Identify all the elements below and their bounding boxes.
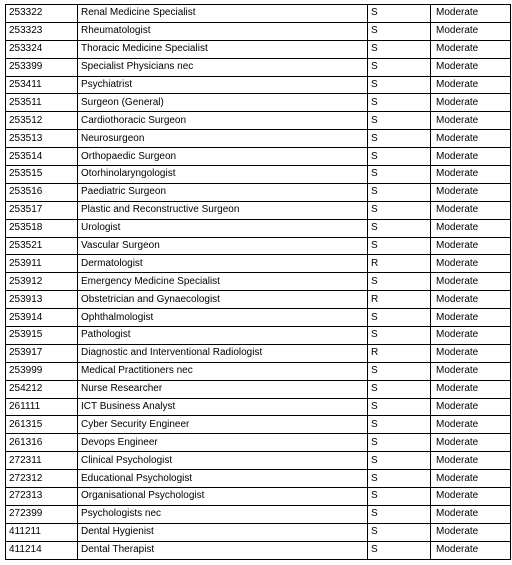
table-row xyxy=(6,488,511,506)
occupation-code-cell: 253323 xyxy=(6,22,78,40)
level-cell: Moderate xyxy=(431,237,511,255)
table-row xyxy=(6,470,511,488)
level-cell: Moderate xyxy=(431,434,511,452)
table-row xyxy=(6,380,511,398)
table-row xyxy=(6,166,511,184)
occupation-code-cell: 261111 xyxy=(6,398,78,416)
list-type-cell: S xyxy=(368,130,431,148)
occupation-title-cell: Plastic and Reconstructive Surgeon xyxy=(78,201,368,219)
occupation-title-cell: Urologist xyxy=(78,219,368,237)
level-cell: Moderate xyxy=(431,362,511,380)
list-type-cell: R xyxy=(368,291,431,309)
occupation-title-cell: Obstetrician and Gynaecologist xyxy=(78,291,368,309)
list-type-cell: S xyxy=(368,22,431,40)
occupation-code-cell: 272312 xyxy=(6,470,78,488)
occupation-code-cell: 253915 xyxy=(6,327,78,345)
table-row xyxy=(6,58,511,76)
level-cell: Moderate xyxy=(431,398,511,416)
list-type-cell: S xyxy=(368,58,431,76)
table-row xyxy=(6,362,511,380)
occupation-table xyxy=(5,4,511,560)
level-cell: Moderate xyxy=(431,76,511,94)
list-type-cell: S xyxy=(368,416,431,434)
level-cell: Moderate xyxy=(431,255,511,273)
occupation-title-cell: Cyber Security Engineer xyxy=(78,416,368,434)
list-type-cell: S xyxy=(368,5,431,23)
occupation-title-cell: Psychologists nec xyxy=(78,505,368,523)
table-row xyxy=(6,201,511,219)
occupation-title-cell: Otorhinolaryngologist xyxy=(78,166,368,184)
occupation-code-cell: 253911 xyxy=(6,255,78,273)
level-cell: Moderate xyxy=(431,130,511,148)
occupation-title-cell: Dermatologist xyxy=(78,255,368,273)
occupation-title-cell: Vascular Surgeon xyxy=(78,237,368,255)
table-row xyxy=(6,434,511,452)
level-cell: Moderate xyxy=(431,166,511,184)
level-cell: Moderate xyxy=(431,523,511,541)
occupation-title-cell: Organisational Psychologist xyxy=(78,488,368,506)
table-row xyxy=(6,94,511,112)
level-cell: Moderate xyxy=(431,5,511,23)
level-cell: Moderate xyxy=(431,94,511,112)
occupation-title-cell: Renal Medicine Specialist xyxy=(78,5,368,23)
table-row xyxy=(6,112,511,130)
list-type-cell: S xyxy=(368,452,431,470)
list-type-cell: S xyxy=(368,219,431,237)
occupation-title-cell: Pathologist xyxy=(78,327,368,345)
occupation-title-cell: Neurosurgeon xyxy=(78,130,368,148)
occupation-title-cell: Thoracic Medicine Specialist xyxy=(78,40,368,58)
occupation-title-cell: Medical Practitioners nec xyxy=(78,362,368,380)
occupation-code-cell: 253521 xyxy=(6,237,78,255)
level-cell: Moderate xyxy=(431,309,511,327)
occupation-table-container xyxy=(5,4,511,560)
occupation-title-cell: Nurse Researcher xyxy=(78,380,368,398)
occupation-code-cell: 272313 xyxy=(6,488,78,506)
occupation-title-cell: Emergency Medicine Specialist xyxy=(78,273,368,291)
table-row xyxy=(6,219,511,237)
occupation-code-cell: 253515 xyxy=(6,166,78,184)
occupation-code-cell: 253399 xyxy=(6,58,78,76)
level-cell: Moderate xyxy=(431,112,511,130)
list-type-cell: S xyxy=(368,94,431,112)
occupation-code-cell: 261315 xyxy=(6,416,78,434)
occupation-code-cell: 253324 xyxy=(6,40,78,58)
list-type-cell: S xyxy=(368,112,431,130)
table-row xyxy=(6,237,511,255)
level-cell: Moderate xyxy=(431,273,511,291)
table-row xyxy=(6,5,511,23)
occupation-title-cell: Rheumatologist xyxy=(78,22,368,40)
list-type-cell: S xyxy=(368,327,431,345)
level-cell: Moderate xyxy=(431,148,511,166)
list-type-cell: S xyxy=(368,237,431,255)
table-row xyxy=(6,452,511,470)
occupation-code-cell: 253517 xyxy=(6,201,78,219)
level-cell: Moderate xyxy=(431,505,511,523)
table-row xyxy=(6,76,511,94)
level-cell: Moderate xyxy=(431,416,511,434)
table-row xyxy=(6,398,511,416)
occupation-title-cell: Clinical Psychologist xyxy=(78,452,368,470)
occupation-code-cell: 254212 xyxy=(6,380,78,398)
occupation-code-cell: 253516 xyxy=(6,183,78,201)
occupation-title-cell: Dental Hygienist xyxy=(78,523,368,541)
occupation-title-cell: ICT Business Analyst xyxy=(78,398,368,416)
level-cell: Moderate xyxy=(431,201,511,219)
occupation-title-cell: Cardiothoracic Surgeon xyxy=(78,112,368,130)
level-cell: Moderate xyxy=(431,327,511,345)
list-type-cell: S xyxy=(368,309,431,327)
occupation-code-cell: 253514 xyxy=(6,148,78,166)
occupation-table-body xyxy=(6,5,511,560)
level-cell: Moderate xyxy=(431,40,511,58)
occupation-code-cell: 261316 xyxy=(6,434,78,452)
list-type-cell: S xyxy=(368,523,431,541)
table-row xyxy=(6,327,511,345)
list-type-cell: R xyxy=(368,255,431,273)
level-cell: Moderate xyxy=(431,344,511,362)
occupation-code-cell: 411214 xyxy=(6,541,78,559)
occupation-code-cell: 253411 xyxy=(6,76,78,94)
table-row xyxy=(6,183,511,201)
list-type-cell: R xyxy=(368,344,431,362)
occupation-title-cell: Specialist Physicians nec xyxy=(78,58,368,76)
occupation-code-cell: 253999 xyxy=(6,362,78,380)
occupation-title-cell: Orthopaedic Surgeon xyxy=(78,148,368,166)
level-cell: Moderate xyxy=(431,58,511,76)
table-row xyxy=(6,40,511,58)
list-type-cell: S xyxy=(368,470,431,488)
occupation-code-cell: 253322 xyxy=(6,5,78,23)
list-type-cell: S xyxy=(368,166,431,184)
table-row xyxy=(6,22,511,40)
occupation-code-cell: 272311 xyxy=(6,452,78,470)
table-row xyxy=(6,541,511,559)
occupation-code-cell: 272399 xyxy=(6,505,78,523)
occupation-title-cell: Devops Engineer xyxy=(78,434,368,452)
list-type-cell: S xyxy=(368,76,431,94)
level-cell: Moderate xyxy=(431,380,511,398)
occupation-title-cell: Surgeon (General) xyxy=(78,94,368,112)
level-cell: Moderate xyxy=(431,183,511,201)
list-type-cell: S xyxy=(368,434,431,452)
occupation-code-cell: 253917 xyxy=(6,344,78,362)
occupation-title-cell: Dental Therapist xyxy=(78,541,368,559)
occupation-code-cell: 253914 xyxy=(6,309,78,327)
list-type-cell: S xyxy=(368,488,431,506)
list-type-cell: S xyxy=(368,148,431,166)
level-cell: Moderate xyxy=(431,452,511,470)
table-row xyxy=(6,416,511,434)
table-row xyxy=(6,309,511,327)
occupation-code-cell: 411211 xyxy=(6,523,78,541)
list-type-cell: S xyxy=(368,362,431,380)
occupation-title-cell: Diagnostic and Interventional Radiologist xyxy=(78,344,368,362)
list-type-cell: S xyxy=(368,398,431,416)
occupation-title-cell: Paediatric Surgeon xyxy=(78,183,368,201)
list-type-cell: S xyxy=(368,273,431,291)
occupation-title-cell: Ophthalmologist xyxy=(78,309,368,327)
list-type-cell: S xyxy=(368,541,431,559)
occupation-code-cell: 253912 xyxy=(6,273,78,291)
list-type-cell: S xyxy=(368,40,431,58)
occupation-code-cell: 253513 xyxy=(6,130,78,148)
table-row xyxy=(6,291,511,309)
table-row xyxy=(6,344,511,362)
level-cell: Moderate xyxy=(431,22,511,40)
occupation-code-cell: 253518 xyxy=(6,219,78,237)
table-row xyxy=(6,130,511,148)
list-type-cell: S xyxy=(368,380,431,398)
level-cell: Moderate xyxy=(431,488,511,506)
list-type-cell: S xyxy=(368,183,431,201)
table-row xyxy=(6,273,511,291)
list-type-cell: S xyxy=(368,505,431,523)
table-row xyxy=(6,505,511,523)
table-row xyxy=(6,255,511,273)
occupation-code-cell: 253512 xyxy=(6,112,78,130)
table-row xyxy=(6,523,511,541)
level-cell: Moderate xyxy=(431,470,511,488)
occupation-code-cell: 253511 xyxy=(6,94,78,112)
occupation-title-cell: Educational Psychologist xyxy=(78,470,368,488)
occupation-title-cell: Psychiatrist xyxy=(78,76,368,94)
occupation-code-cell: 253913 xyxy=(6,291,78,309)
level-cell: Moderate xyxy=(431,541,511,559)
level-cell: Moderate xyxy=(431,291,511,309)
list-type-cell: S xyxy=(368,201,431,219)
level-cell: Moderate xyxy=(431,219,511,237)
table-row xyxy=(6,148,511,166)
